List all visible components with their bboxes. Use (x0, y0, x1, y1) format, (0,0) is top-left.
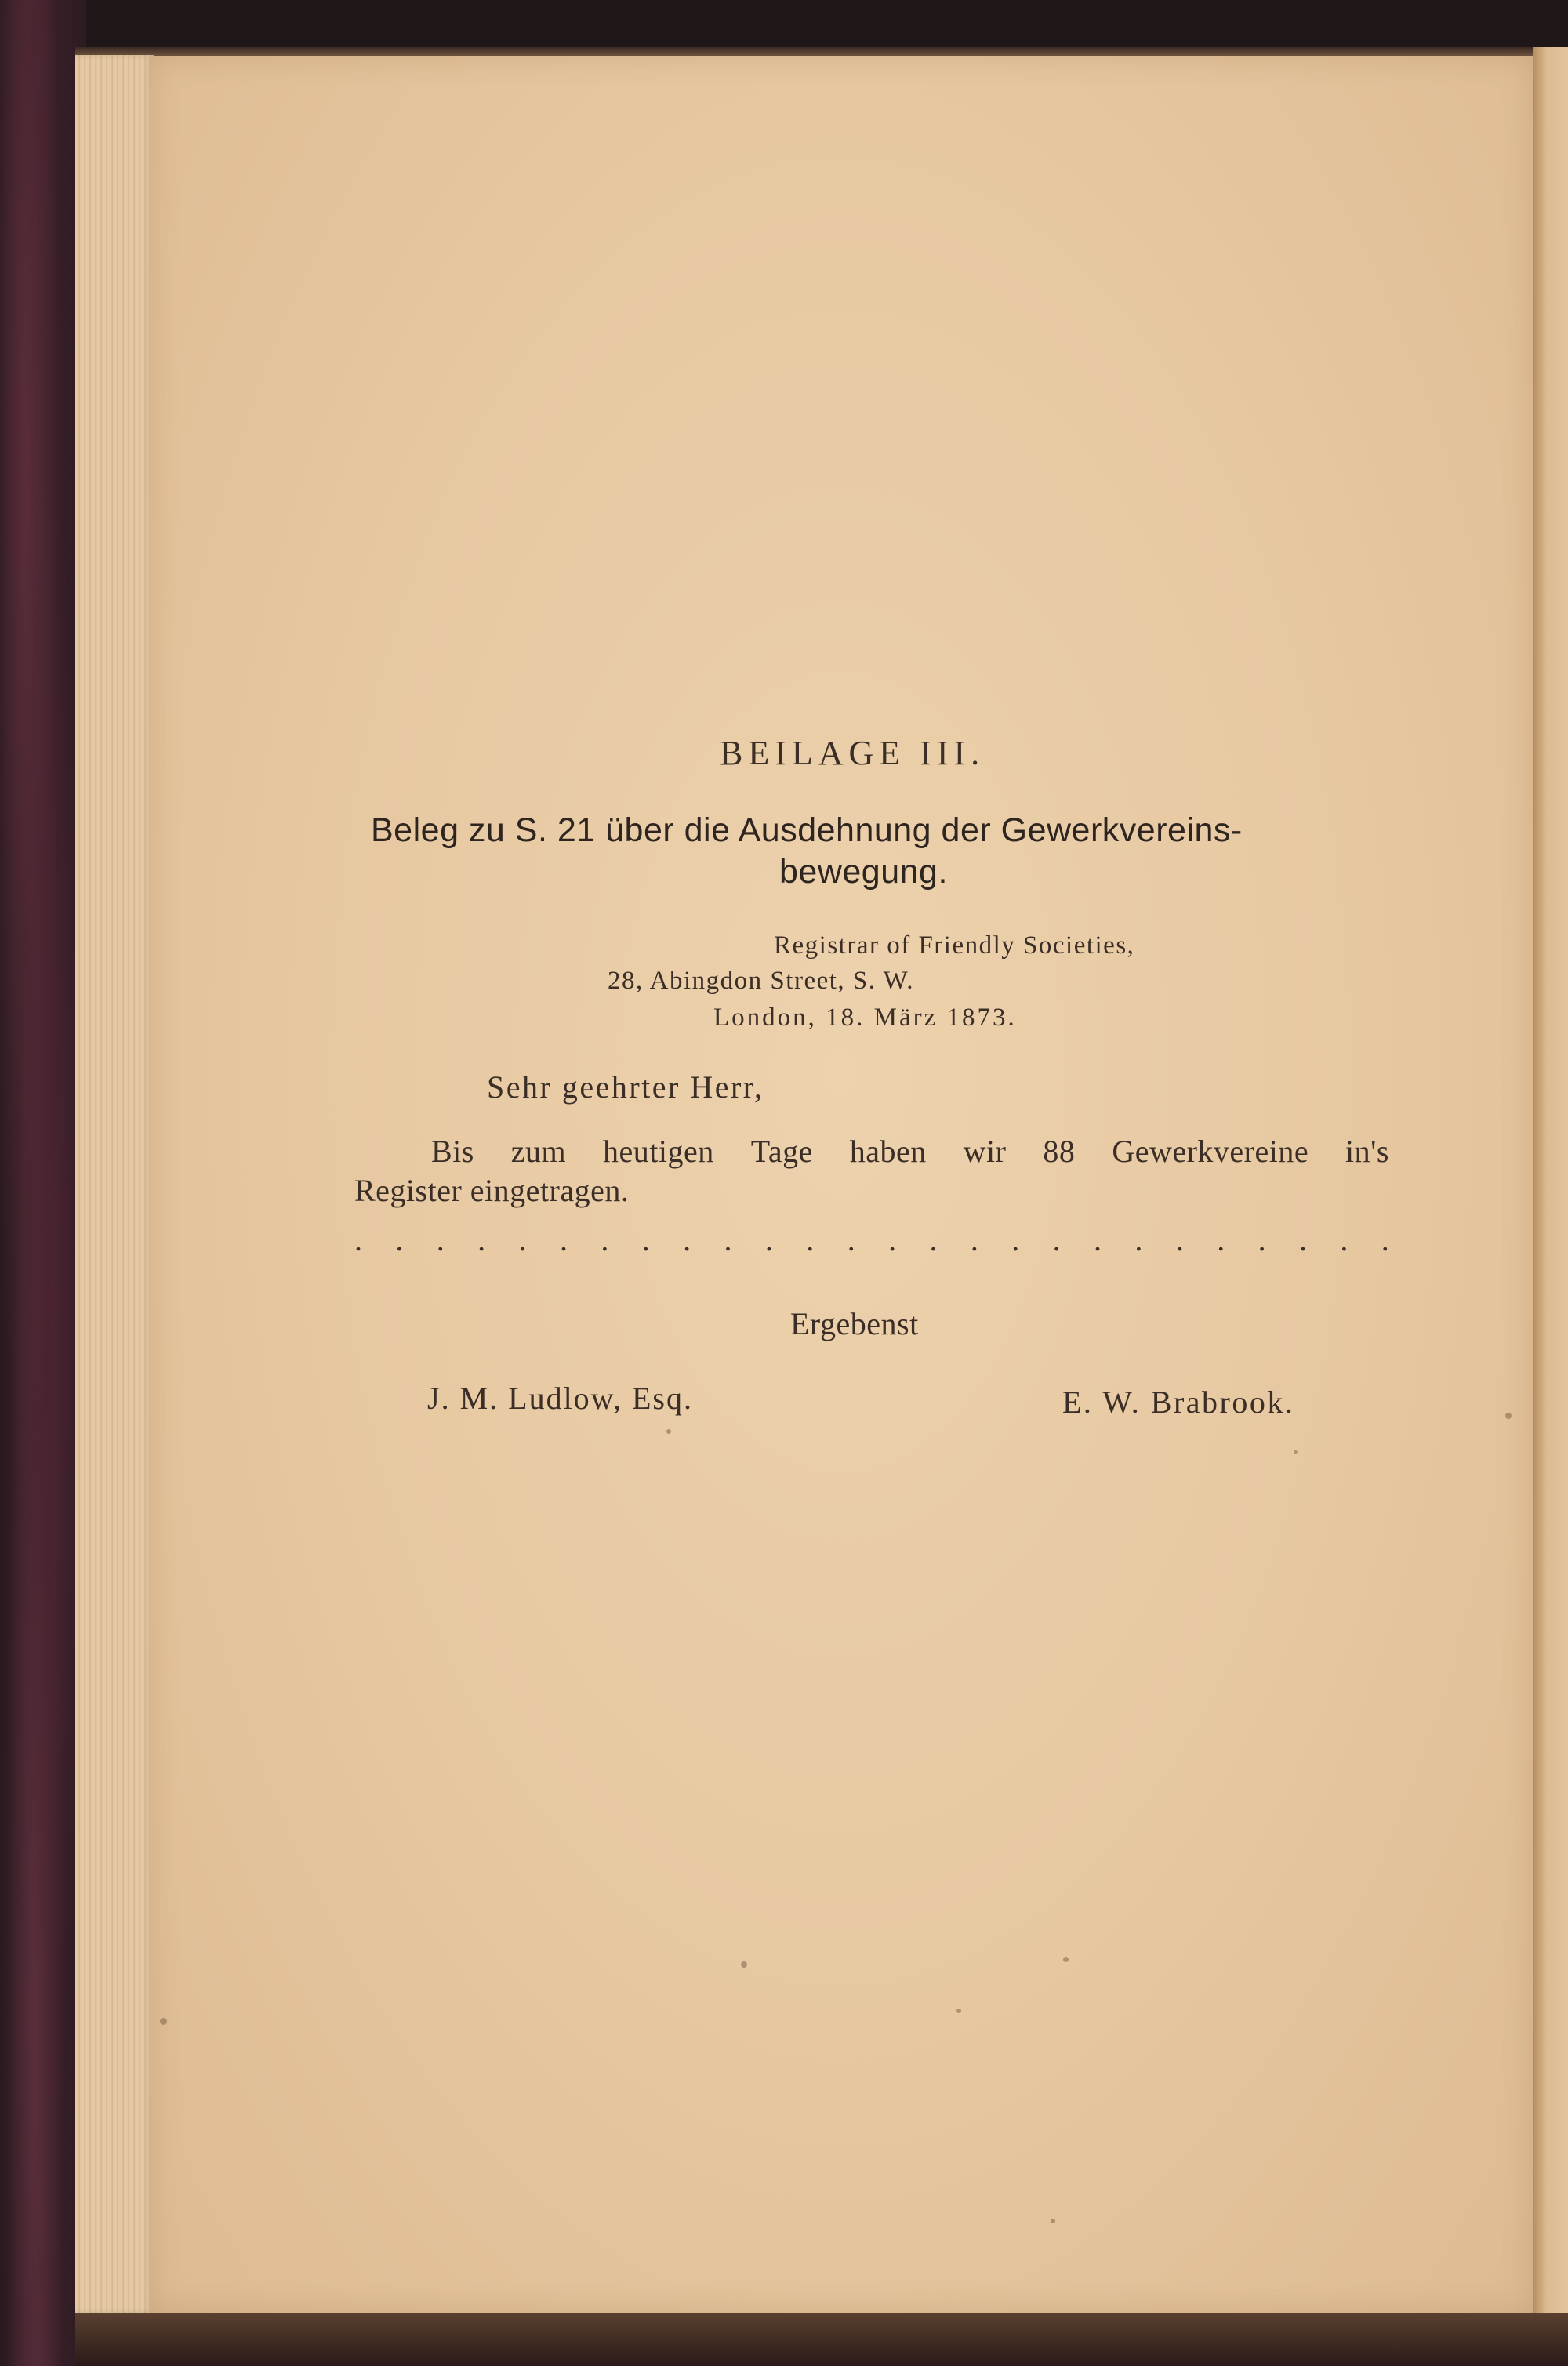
ellipsis-dot: . (518, 1222, 527, 1257)
sender-address-line-1: Registrar of Friendly Societies, (774, 931, 1135, 960)
marbled-cover (0, 0, 86, 2366)
body-word: zum (510, 1134, 567, 1169)
ellipsis-dot: . (888, 1222, 897, 1257)
ellipsis-dot: . (806, 1222, 815, 1257)
ellipsis-row (354, 1221, 1389, 1258)
foxing-speck (666, 1429, 671, 1434)
foxing-speck (1051, 2219, 1055, 2223)
facing-page-edge (1533, 47, 1568, 2321)
ellipsis-dot: . (1381, 1222, 1389, 1257)
ellipsis-dot: . (395, 1222, 404, 1257)
ellipsis-dot: . (764, 1222, 773, 1257)
sender-address-line-2: 28, Abingdon Street, S. W. (608, 967, 915, 995)
appendix-heading: BEILAGE III. (720, 734, 985, 772)
book-bottom-edge (75, 2313, 1568, 2366)
body-word: heutigen (603, 1134, 714, 1169)
ellipsis-dot: . (477, 1222, 486, 1257)
body-word: Gewerkvereine (1112, 1134, 1309, 1169)
foxing-speck (956, 2009, 961, 2013)
ellipsis-dot: . (1094, 1222, 1102, 1257)
foxing-speck (1294, 1450, 1298, 1454)
ellipsis-dot: . (354, 1222, 362, 1257)
ellipsis-dot: . (436, 1222, 445, 1257)
body-word: in's (1345, 1134, 1389, 1169)
body-word: Bis (431, 1134, 474, 1169)
ellipsis-dot: . (683, 1222, 691, 1257)
ellipsis-dot: . (641, 1222, 650, 1257)
appendix-subheading-line-2: bewegung. (779, 853, 948, 891)
recipient-name: J. M. Ludlow, Esq. (427, 1381, 693, 1416)
ellipsis-dot: . (1011, 1222, 1020, 1257)
foxing-speck (1505, 1413, 1512, 1419)
ellipsis-dot: . (1258, 1222, 1266, 1257)
ellipsis-dot: . (1217, 1222, 1225, 1257)
body-word: wir (963, 1134, 1007, 1169)
ellipsis-dot: . (1175, 1222, 1184, 1257)
body-word: 88 (1043, 1134, 1076, 1169)
body-line-2: Register eingetragen. (354, 1173, 630, 1208)
body-word: Tage (750, 1134, 813, 1169)
closing: Ergebenst (790, 1306, 919, 1341)
ellipsis-dot: . (1298, 1222, 1307, 1257)
ellipsis-dot: . (1134, 1222, 1143, 1257)
ellipsis-dot: . (1340, 1222, 1348, 1257)
ellipsis-dot: . (847, 1222, 855, 1257)
appendix-subheading-line-1: Beleg zu S. 21 über die Ausdehnung der Gewerkvereins- (371, 811, 1243, 849)
page-edge-stack (75, 55, 154, 2313)
ellipsis-dot: . (970, 1222, 978, 1257)
body-line-1 (431, 1133, 1389, 1170)
body-word: haben (849, 1134, 927, 1169)
foxing-speck (160, 2018, 167, 2025)
ellipsis-dot: . (1052, 1222, 1061, 1257)
foxing-speck (741, 1961, 747, 1968)
signature: E. W. Brabrook. (1062, 1384, 1295, 1420)
letter-date-line: London, 18. März 1873. (713, 1003, 1017, 1032)
ellipsis-dot: . (601, 1222, 609, 1257)
foxing-speck (1063, 1957, 1069, 1962)
ellipsis-dot: . (929, 1222, 938, 1257)
ellipsis-dot: . (559, 1222, 568, 1257)
ellipsis-dot: . (724, 1222, 732, 1257)
salutation: Sehr geehrter Herr, (487, 1069, 764, 1105)
